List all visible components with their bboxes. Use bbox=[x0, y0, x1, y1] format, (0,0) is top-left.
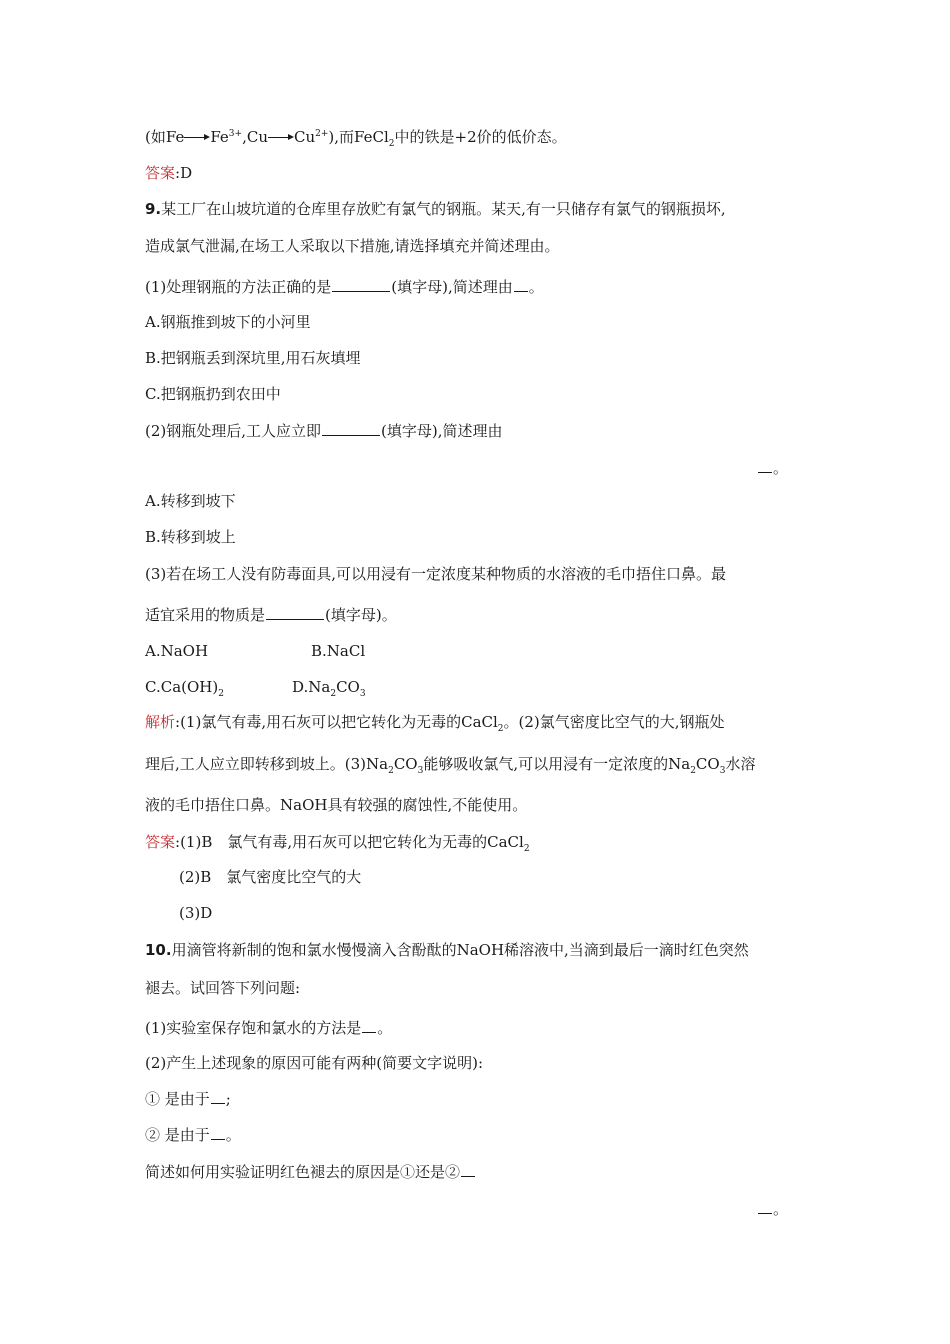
text: 中的铁是+2价的低价态。 bbox=[394, 128, 567, 146]
text: 简述如何用实验证明红色褪去的原因是①还是② bbox=[145, 1163, 461, 1181]
option-text: B.把钢瓶丢到深坑里,用石灰填埋 bbox=[145, 349, 361, 367]
answer-blank[interactable] bbox=[332, 276, 390, 292]
q9-stem-2 bbox=[145, 236, 560, 256]
q9-part2-option-b bbox=[145, 527, 236, 547]
text: 。 bbox=[773, 1200, 789, 1218]
text: (填字母),简述理由 bbox=[381, 422, 503, 440]
q9-part3-option-c bbox=[145, 677, 224, 697]
option-text: C.Ca(OH) bbox=[145, 678, 219, 696]
option-text: A.钢瓶推到坡下的小河里 bbox=[145, 313, 311, 331]
q9-part1 bbox=[145, 276, 544, 297]
text: :(1)B 氯气有毒,用石灰可以把它转化为无毒的CaCl bbox=[175, 833, 524, 851]
text: (填字母),简述理由 bbox=[391, 278, 513, 296]
q9-option-b bbox=[145, 348, 361, 368]
text: (2)产生上述现象的原因可能有两种(简要文字说明): bbox=[145, 1054, 484, 1072]
q9-part3-line-1 bbox=[145, 564, 726, 584]
subscript: 2 bbox=[388, 139, 395, 149]
q10-reason-2 bbox=[145, 1124, 241, 1145]
text: (3)若在场工人没有防毒面具,可以用浸有一定浓度某种物质的水溶液的毛巾捂住口鼻。最 bbox=[145, 565, 727, 583]
option-text: CO bbox=[336, 678, 360, 696]
text: (填字母)。 bbox=[325, 606, 397, 624]
q10-last bbox=[145, 1161, 476, 1182]
text: 。 bbox=[528, 278, 544, 296]
text: 某工厂在山坡坑道的仓库里存放贮有氯气的钢瓶。某天,有一只储存有氯气的钢瓶损坏, bbox=[161, 200, 726, 218]
answer-blank[interactable] bbox=[211, 1088, 225, 1104]
text: 。 bbox=[225, 1126, 241, 1144]
answer-blank[interactable] bbox=[461, 1161, 475, 1177]
text: ; bbox=[225, 1090, 231, 1108]
text: (2)B 氯气密度比空气的大 bbox=[179, 868, 362, 886]
subscript: 3 bbox=[359, 689, 366, 699]
q9-analysis-1 bbox=[145, 712, 725, 732]
q9-part2 bbox=[145, 420, 503, 441]
answer-blank[interactable] bbox=[514, 276, 528, 292]
question-number: 9. bbox=[145, 200, 162, 218]
q9-part2-option-a bbox=[145, 491, 236, 511]
q10-stem-1 bbox=[145, 940, 749, 960]
q9-part3-line-2 bbox=[145, 604, 397, 625]
q9-stem-1 bbox=[145, 199, 726, 219]
text: (如Fe bbox=[145, 128, 185, 146]
answer-blank[interactable] bbox=[266, 604, 324, 620]
text: 褪去。试回答下列问题: bbox=[145, 979, 301, 997]
option-text: D.Na bbox=[292, 678, 331, 696]
subscript: 2 bbox=[218, 689, 224, 699]
answer-blank[interactable] bbox=[362, 1017, 376, 1033]
text: (1)处理钢瓶的方法正确的是 bbox=[145, 278, 332, 296]
text: ② 是由于 bbox=[145, 1126, 210, 1144]
q10-part1 bbox=[145, 1017, 392, 1038]
q10-reason-1 bbox=[145, 1088, 231, 1109]
subscript: 2 bbox=[388, 766, 394, 776]
q9-answer-3 bbox=[179, 903, 212, 923]
subscript: 2 bbox=[497, 724, 504, 734]
q9-part3-option-b bbox=[311, 641, 365, 661]
text: 。(2)氯气密度比空气的大,钢瓶处 bbox=[503, 713, 725, 731]
text: 。 bbox=[377, 1019, 393, 1037]
analysis-label: 解析 bbox=[145, 713, 176, 731]
answer-value: :D bbox=[175, 164, 193, 182]
text: CO bbox=[695, 755, 720, 773]
q9-part3-option-d bbox=[292, 677, 366, 697]
q9-part3-option-a bbox=[145, 641, 208, 661]
q9-analysis-3 bbox=[145, 795, 527, 815]
q10-stem-2 bbox=[145, 978, 300, 998]
option-text: A.转移到坡下 bbox=[145, 492, 236, 510]
text: 造成氯气泄漏,在场工人采取以下措施,请选择填充并简述理由。 bbox=[145, 237, 560, 255]
subscript: 2 bbox=[690, 766, 696, 776]
q9-answer-1 bbox=[145, 832, 530, 852]
text: (2)钢瓶处理后,工人应立即 bbox=[145, 422, 322, 440]
arrow-right-icon bbox=[184, 133, 210, 143]
text: 水溶 bbox=[725, 755, 756, 773]
text: 用滴管将新制的饱和氯水慢慢滴入含酚酞的NaOH稀溶液中,当滴到最后一滴时红色突然 bbox=[171, 941, 749, 959]
question-number: 10. bbox=[145, 941, 172, 959]
subscript: 3 bbox=[417, 766, 424, 776]
q9-option-a bbox=[145, 312, 311, 332]
text: (1)实验室保存饱和氯水的方法是 bbox=[145, 1019, 362, 1037]
q9-option-c bbox=[145, 384, 281, 404]
q9-answer-2 bbox=[179, 867, 361, 887]
text: 理后,工人应立即转移到坡上。(3)Na bbox=[145, 755, 389, 773]
q10-last-end bbox=[757, 1198, 788, 1219]
option-text: B.NaCl bbox=[311, 642, 366, 660]
option-text: C.把钢瓶扔到农田中 bbox=[145, 385, 281, 403]
prev-line-1: (如Fe $Fe^{3+},Cu$ $Cu^{2+}$),而FeCl$_2$中的铁是+2价的低价态。 bbox=[145, 128, 567, 149]
superscript: 2+ bbox=[315, 129, 329, 139]
text: ① 是由于 bbox=[145, 1090, 210, 1108]
answer-blank[interactable] bbox=[322, 420, 380, 436]
prev-answer bbox=[145, 163, 192, 183]
subscript: 3 bbox=[719, 766, 726, 776]
arrow-right-icon bbox=[268, 133, 294, 143]
superscript: 3+ bbox=[228, 129, 243, 139]
text: :(1)氯气有毒,用石灰可以把它转化为无毒的CaCl bbox=[175, 713, 498, 731]
subscript: 2 bbox=[330, 689, 337, 699]
answer-label: 答案 bbox=[145, 164, 176, 182]
answer-blank[interactable] bbox=[758, 457, 772, 473]
q9-part2-reason bbox=[757, 457, 788, 478]
subscript: 2 bbox=[523, 844, 530, 854]
option-text: A.NaOH bbox=[145, 642, 209, 660]
text: 适宜采用的物质是 bbox=[145, 606, 266, 624]
answer-blank[interactable] bbox=[758, 1198, 772, 1214]
text: (3)D bbox=[179, 904, 213, 922]
q10-part2 bbox=[145, 1053, 483, 1073]
q9-analysis-2 bbox=[145, 754, 755, 774]
text: 。 bbox=[773, 459, 789, 477]
option-text: B.转移到坡上 bbox=[145, 528, 236, 546]
answer-label: 答案 bbox=[145, 833, 176, 851]
text: CO bbox=[393, 755, 418, 773]
text: ,Cu bbox=[242, 128, 268, 146]
text: ),而FeCl bbox=[328, 128, 389, 146]
text: 液的毛巾捂住口鼻。NaOH具有较强的腐蚀性,不能使用。 bbox=[145, 796, 528, 814]
answer-blank[interactable] bbox=[211, 1124, 225, 1140]
text: 能够吸收氯气,可以用浸有一定浓度的Na bbox=[423, 755, 691, 773]
